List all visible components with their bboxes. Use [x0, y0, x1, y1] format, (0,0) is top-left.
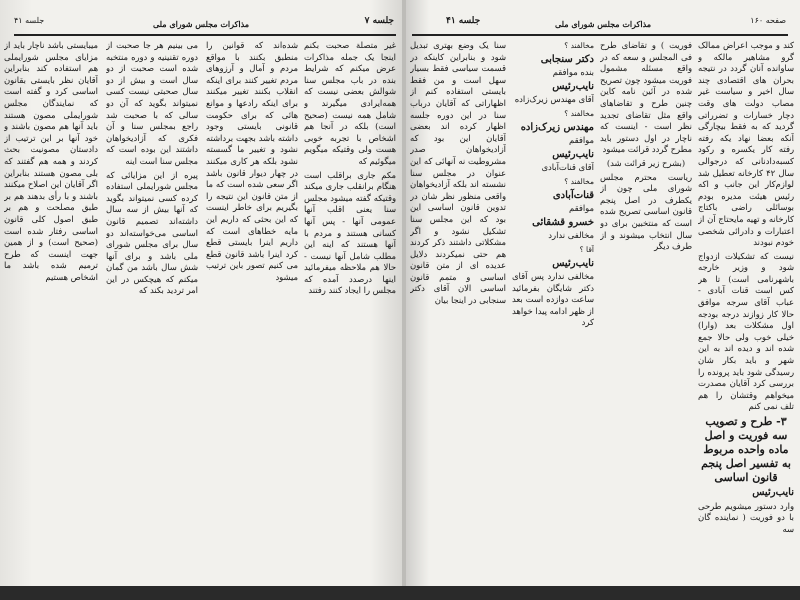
speaker-name: قنات‌آبادی — [552, 189, 594, 201]
page-number: جلسه ۴۱ — [14, 16, 45, 25]
session-label: جلسه ۷ — [364, 16, 394, 26]
paragraph: (بشرح زیر قرائت شد) — [606, 157, 686, 168]
paragraph: آقای قنات‌آبادی — [541, 162, 594, 173]
paragraph: آقا ؟ — [579, 244, 594, 254]
running-title: مذاکرات مجلس شورای ملی — [152, 19, 250, 29]
right-page — [406, 0, 800, 588]
header-rule — [14, 34, 396, 36]
text-column-3 — [512, 40, 594, 585]
left-page-header — [0, 14, 402, 34]
paragraph: مخالفی ندارد — [548, 230, 594, 241]
paragraph: ریاست محترم مجلس شورای ملی چون از یکطرف در اصل پنجم قانون اساسی تصریح شده است که منتخبین برای دو سال انتخاب میشوند و از طرف دیگر — [600, 171, 692, 252]
paragraph: میبایستی باشد ناچار باید از مزایای مجلس شورایملی هم استفاده کند بنابراین آقایان نظر بایستی بقانون اساسی کرد و گفته است که نمایندگان مجلس شورایملی مصون هستند باید آنها هم مصون باشند و خود آنها بر این ترتیب از دادستان مصونیت بحث کردند و همه هم گفتند که بلی مصون هستند بنابراین اگر آقایان این اصلاح میکنند باشند و با رأی بدهند هم بر طبق مصلحت و هم بر طبق اصول کلی قانون اساسی رفتار شده است (صحیح است) و از همین جهت اینست که طرح ترمیم شده باشد ما اشخاص هستیم — [4, 40, 98, 282]
running-title: مذاکرات مجلس شورای ملی — [554, 19, 652, 29]
paragraph: مکم جاری براقلب است هنگام برانقلب جاری میکند وقتیکه گفته میشود مجلس سنا یعنی اقلب آنها عمومی آنها - پس آنها کسانی هستند و مردم با آنها هستند که اینه این مطلب شامل آنها نیست - حالا هم ملاحظه میفرمائید اینها درصدد آمده که مجلس را ایجاد کنند رفتند — [304, 169, 396, 296]
paragraph: فوریت ) و تقاضای طرح فی المجلس و سعه که در واقع مسئله مشمول فوریت میشود چون تصریح شده در آئین نامه کاین چنین طرح و تقاضاهای واقع مثل تقاضای تجدید نظر است - اینست که ناچار در اول دستور باید مطرح گردد قرائت میشود — [600, 40, 692, 155]
text-column-3 — [106, 40, 198, 585]
paragraph: سنا یک وضع بهتری تبدیل شود و بنابراین کاینکه در قسمت سیاسی فقط بسیار سهل است و من فقط بایستی استفاده کنم از اظهاراتی که آقایان درباب سنا در این دوره جلسه اظهار کرده اند بعضی آقایان این بود که آزادیخواهان صدر مشروطیت نه آنهائی که این عنوان در مجلس سنا نشسته اند بلکه آزادیخواهان واقعی منظور نظر شان در تدوین قانون اساسی این بود که این مجلس سنا تشکیل نشود و اگر مشکلاتی داشتند ذکر کردند هم حتی نمیکردند دلایل عدیده ای از متن قانون اساسی و متمم قانون اساسی الان آقای دکتر سنجابی در اینجا بیان — [410, 40, 506, 306]
text-column-4 — [4, 40, 98, 585]
paragraph: غیر متصلة صحبت بکنم اینجا یک جمله مذاکرات عرض میکنم که شرایط بنده در باب مجلس سنا شوالش بعضی نیست که همه‌ایرادی میگیرند و شامل همه نیست (صحیح است) بلکه در آنجا هم اشخاص با تجربه خوبی هست ولی وقتیکه میگویم میگوئیم که — [304, 40, 396, 166]
paragraph: می بینیم هر جا صحبت از دوره تقنینیه و دوره منتخبه شده است صحبت از دو سال است و بیش از دو سال صحبتی نیست کسی نمیتواند بگوید که آن دو سالی که با صحبت شد راجع بمجلس سنا و آن فکری که آزادیخواهان داشتند این بوده است که مجلس سنا است اینه — [106, 40, 198, 166]
session-label: جلسه ۴۱ — [446, 16, 481, 26]
paragraph: مخالفند ؟ — [564, 176, 594, 186]
paragraph: بنده موافقم — [552, 67, 594, 78]
text-column-1 — [304, 40, 396, 585]
paragraph: مخالفی ندارد پس آقای دکتر شایگان بفرمائید ساعت دوازده است بعد از ظهر ادامه پیدا خواهد کرد — [512, 271, 594, 328]
speaker-name: مهندس زیرک‌زاده — [520, 121, 594, 133]
right-page-header — [406, 14, 800, 34]
paragraph: شده‌اند که قوانین را منطبق بکنند با مواقع مردم و آمال و آرزوهای مردم تغییر کنند برای اینکه انقلاب بکنند تغییر میکنند برای اینکه رادعها و موانع هائی که برای حکومت قانونی بایستی وجود داشته باشد بجهت برداشته نشود و تغییر ما گسسته نشود بلکه هر کاری میکنند در چهار دیوار قانون باشد اگر سعی شده است که ما از متن قانون این نتیجه را بگیریم برای خاطر اینست که این بحثی که داریم این مایه خطاهای است که داریم اینرا بایستی قطع کرد اینرا باشد قانون قطع می کنیم تصور باین ترتیب میشود — [206, 40, 298, 282]
text-column-2 — [600, 40, 692, 585]
speaker-name: دکتر سنجابی — [540, 53, 594, 65]
header-rule — [412, 34, 788, 36]
paragraph: مخالفند ؟ — [564, 108, 594, 118]
speaker-name: نایب‌رئیس — [552, 257, 594, 269]
paragraph: وارد دستور میشویم طرحی با دو فوریت ( نماینده گان سه — [698, 500, 794, 534]
paragraph: کند و موجب اعراض ممالک گرو مشاهیر مالکه و ساوانده آنان گردد در نتیجه بحران های اقتصادی چند سال اخیر و سیاست غیر مصاب دولت های وقت دچار خسارات و تضرراتی گردید که به فقط بیچارگی آنکه بعضا نهاد یکه رفته رفته کار یکسره و رکود کسبه‌دادنانی که درجوالی سال ۴۲ کارخانه تعطیل شد لوازم‌کار این جانب و اکه رئیس هیئت مدیره بودم بوسائلی راضی باکتاج کارخانه و تهیه مایحتاج آن از اعتبارات و دادرائی شخصی خودم نبودند — [698, 40, 794, 248]
speaker-name: نایب‌رئیس — [552, 80, 594, 92]
speaker-name: نایب‌رئیس — [752, 487, 794, 498]
text-column-1 — [698, 40, 794, 585]
paragraph: موافقم — [569, 203, 594, 214]
speaker-name: خسرو قشقائی — [532, 216, 594, 228]
paragraph: موافقم — [569, 135, 594, 146]
left-page — [0, 0, 402, 588]
section-heading: ۳- طرح و تصویب سه فوریت و اصل ماده واحده مربوط به تفسیر اصل پنجم قانون اساسی — [701, 415, 791, 484]
paragraph: نیست که تشکیلات ازدواج شود و وزیر خارجه باشهرنامی است) تا هر کس است قنات آبادی - عباب آقای سرجه موافق حالا کار زوازند درجه بودجه اول مشکلات بعد (وارا) خیلی خوب ولی حالا جمع شده اند و دیده اند به این شهر و باید بکار شان رسیدگی شود باید پرونده را بررسی کرد آقایان مصدرت میخواهم وقتشان را هم تلف نمی کنم — [698, 250, 794, 412]
speaker-name: نایب‌رئیس — [552, 148, 594, 160]
text-column-4 — [410, 40, 506, 585]
scan-edge — [0, 586, 800, 600]
page-number: صفحه ۱۶۰ — [750, 16, 786, 25]
paragraph: پیره از این مزایائی که مجلس شورایملی استفاده کرده کسی نمیتواند بگوید که آنها بیش از سه سال داشته‌اند تصمیم قانون اساسی می‌خواسته‌اند دو سال برای مجلس شورای ملی باشد و برای آنها شش سال باشد من گمان میکنم که هیچکس در این امر تردید بکند که — [106, 169, 198, 296]
paragraph: آقای مهندس زیرک‌زاده — [514, 94, 594, 105]
text-column-2 — [206, 40, 298, 585]
paragraph: مخالفند ؟ — [564, 41, 594, 50]
